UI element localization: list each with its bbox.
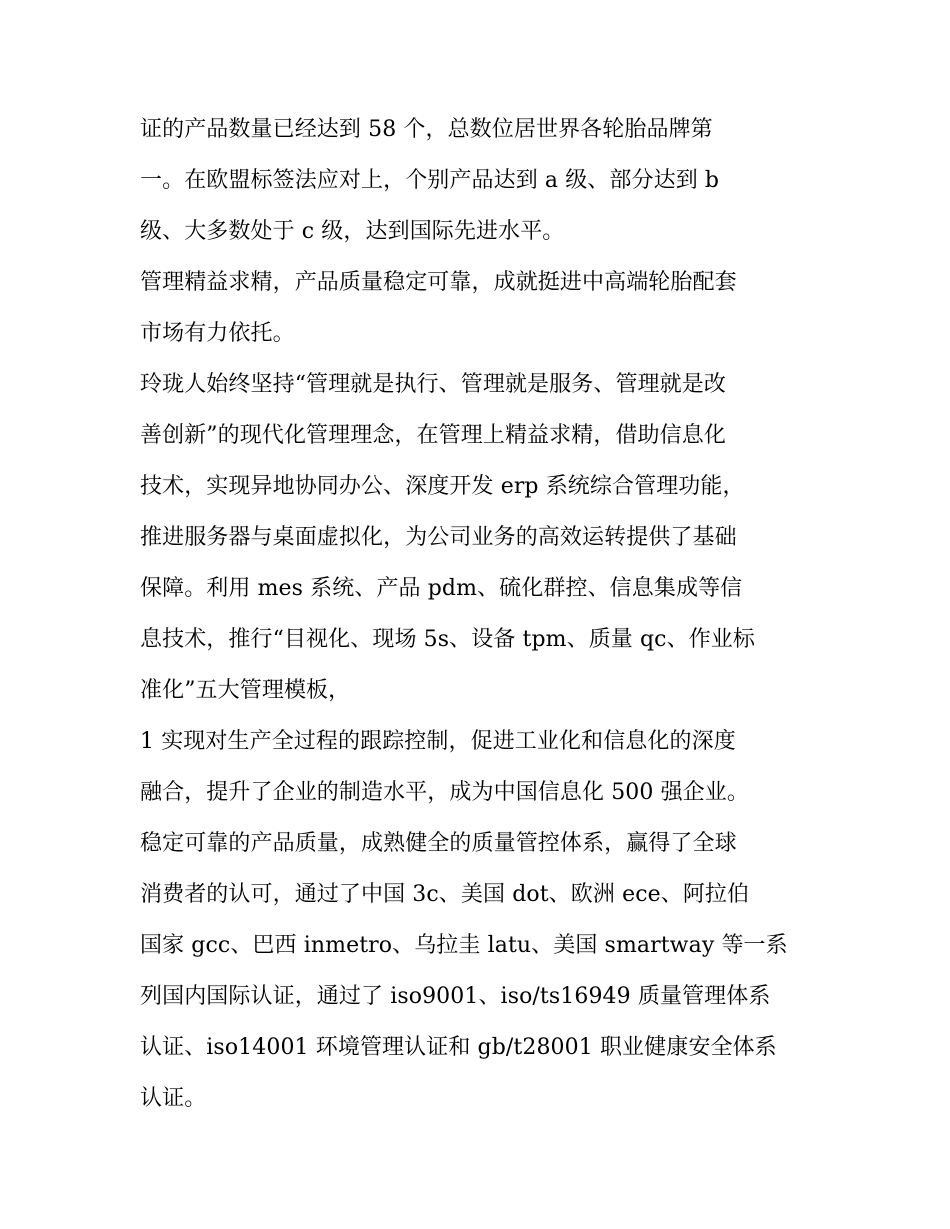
text-line: 善创新”的现代化管理理念，在管理上精益求精，借助信息化 — [140, 423, 726, 448]
text-line: 1 实现对生产全过程的跟踪控制，促进工业化和信息化的深度 — [140, 729, 736, 754]
text-line: 消费者的认可，通过了中国 3c、美国 dot、欧洲 ece、阿拉伯 — [140, 882, 750, 907]
text-line: 认证、iso14001 环境管理认证和 gb/t28001 职业健康安全体系 — [140, 1035, 777, 1060]
text-line: 证的产品数量已经达到 58 个，总数位居世界各轮胎品牌第 — [140, 117, 713, 142]
text-line: 保障。利用 mes 系统、产品 pdm、硫化群控、信息集成等信 — [140, 576, 743, 601]
text-line: 准化”五大管理模板， — [140, 678, 351, 703]
text-line: 技术，实现异地协同办公、深度开发 erp 系统综合管理功能， — [140, 474, 745, 499]
text-line: 推进服务器与桌面虚拟化，为公司业务的高效运转提供了基础 — [140, 525, 737, 550]
text-line: 列国内国际认证，通过了 iso9001、iso/ts16949 质量管理体系 — [140, 984, 771, 1009]
text-line: 国家 gcc、巴西 inmetro、乌拉圭 latu、美国 smartway 等一系 — [140, 933, 788, 958]
text-line: 息技术，推行“目视化、现场 5s、设备 tpm、质量 qc、作业标 — [140, 627, 756, 652]
text-line: 一。在欧盟标签法应对上，个别产品达到 a 级、部分达到 b — [140, 168, 720, 193]
text-line: 级、大多数处于 c 级，达到国际先进水平。 — [140, 219, 565, 244]
text-line: 融合，提升了企业的制造水平，成为中国信息化 500 强企业。 — [140, 780, 749, 805]
text-line: 管理精益求精，产品质量稳定可靠，成就挺进中高端轮胎配套 — [140, 270, 737, 295]
text-line: 稳定可靠的产品质量，成熟健全的质量管控体系，赢得了全球 — [140, 831, 737, 856]
document-body — [140, 104, 820, 1124]
text-line: 认证。 — [140, 1086, 207, 1111]
text-line: 玲珑人始终坚持“管理就是执行、管理就是服务、管理就是改 — [140, 372, 726, 397]
text-line: 市场有力依托。 — [140, 321, 295, 346]
